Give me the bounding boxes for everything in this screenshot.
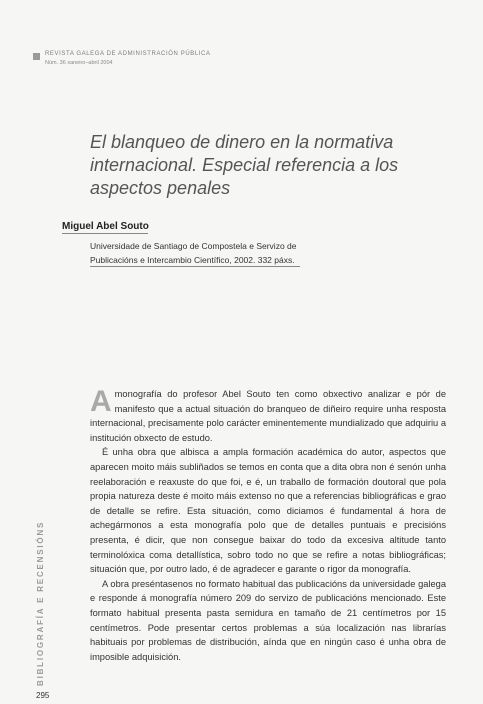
publication-divider xyxy=(90,266,300,267)
section-side-label xyxy=(36,474,48,694)
paragraph-1-text: monografía do profesor Abel Souto ten como obxectivo analizar e pór de manifesto que a actual situación do branqueo de diñeiro require unha resposta internacional, precisamente polo carácter eminentemente mundializado que adquiriu a institución obxecto de estudo. xyxy=(90,389,446,443)
publication-line-1: Universidade de Santiago de Compostela e Servizo de xyxy=(90,241,297,251)
publication-line-2: Publicacións e Intercambio Científico, 2002. 332 páxs. xyxy=(90,255,295,265)
publication-info xyxy=(90,239,330,267)
review-body xyxy=(90,387,446,664)
drop-cap: A xyxy=(90,385,112,418)
paragraph-2: É unha obra que albisca a ampla formación académica do autor, aspectos que aparecen moito máis subliñados se temos en conta que a dita obra non é senón unha reelaboración e reaxuste do que foi, e é, un traballo de formación doutoral que pola propia natureza deste é moito máis extenso no que a referencias bibliográficas e grao de detalle se refire. Esta situación, como diciamos é fundamental á hora de achegármonos a esta monografía polo que de detalles puntuais e precisións presenta, é dicir, que non consegue baixar do todo da excesiva altitude tanto terminolóxica coma detallística, sobro todo no que se refire a notas bibliográficas; situación que, por outro lado, é de agradecer e garante o rigor da monografía. xyxy=(90,447,446,575)
paragraph-1 xyxy=(90,387,446,445)
paragraph-3: A obra preséntasenos no formato habitual das publicacións da universidade galega e responde á monografía número 209 do servizo de publicacións mencionado. Este formato habitual presenta pasta semidura en tamaño de 21 centímetros por 15 centímetros. Pode presentar certos problemas a súa localización nas librarías habituais por problemas de distribución, aínda que en ningún caso é unha obra de imposible adquisición. xyxy=(90,578,446,662)
author-divider xyxy=(62,233,148,234)
header-square-icon xyxy=(33,53,40,60)
journal-title: REVISTA GALEGA DE ADMINISTRACIÓN PÚBLICA xyxy=(45,51,211,57)
section-label-text: BIBLIOGRAFÍA E RECENSIÓNS xyxy=(36,520,45,686)
review-title: El blanqueo de dinero en la normativa internacional. Especial referencia a los aspectos penales xyxy=(90,132,399,198)
journal-issue: Núm. 36 xaneiro–abril 2004 xyxy=(45,60,113,66)
author-name: Miguel Abel Souto xyxy=(62,221,149,232)
page-number: 295 xyxy=(36,691,50,700)
